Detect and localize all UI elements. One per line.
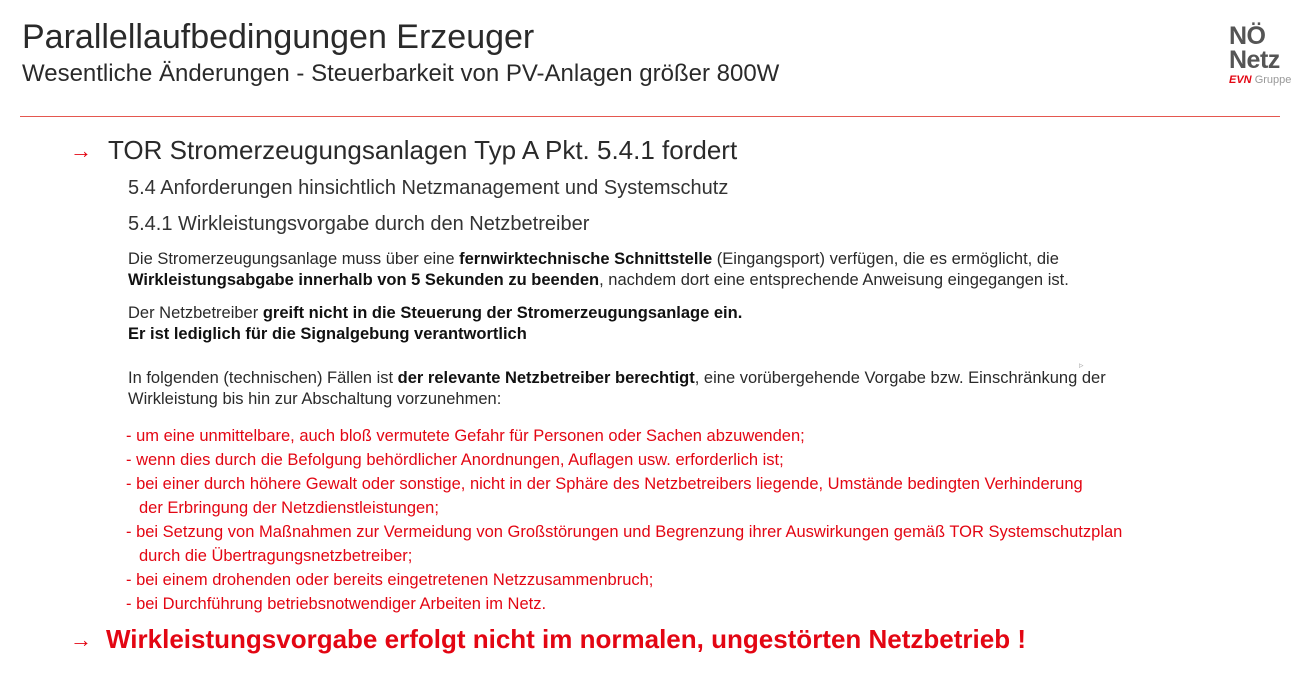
paragraph-line: [128, 389, 1106, 410]
list-item: - bei Setzung von Maßnahmen zur Vermeidung von Großstörungen und Begrenzung ihrer Auswirkungen gemäß TOR Systemschutzplan: [126, 523, 1123, 541]
text-run-bold: fernwirktechnische Schnittstelle: [459, 250, 713, 268]
slide-title: Parallellaufbedingungen Erzeuger: [22, 18, 535, 56]
list-item-continuation: der Erbringung der Netzdienstleistungen;: [139, 499, 439, 517]
section-heading-5-4-1: 5.4.1 Wirkleistungsvorgabe durch den Netzbetreiber: [128, 213, 590, 235]
logo-line-2: Netz: [1229, 46, 1280, 74]
paragraph-line: [128, 303, 742, 324]
bullet-arrow-icon: →: [70, 138, 92, 163]
text-run: In folgenden (technischen) Fällen ist: [128, 369, 398, 387]
reasons-list: [126, 424, 1122, 616]
list-item: - bei einem drohenden oder bereits eingetretenen Netzzusammenbruch;: [126, 571, 654, 589]
text-run: (Eingangsport) verfügen, die es ermöglicht, die: [712, 250, 1059, 268]
company-logo: [1229, 22, 1291, 94]
text-run: , eine vorübergehende Vorgabe bzw. Einschränkung der: [694, 369, 1106, 387]
mouse-cursor-icon: ▹: [1079, 360, 1084, 370]
list-item: - wenn dies durch die Befolgung behördlicher Anordnungen, Auflagen usw. erforderlich ist;: [126, 451, 784, 469]
paragraph-interface-requirement: [128, 249, 1069, 291]
logo-line-3: [1229, 74, 1291, 87]
paragraph-line: [128, 249, 1069, 270]
main-heading: TOR Stromerzeugungsanlagen Typ A Pkt. 5.4.1 fordert: [108, 135, 738, 165]
paragraph-operator-rights: [128, 368, 1106, 410]
list-item: - bei einer durch höhere Gewalt oder sonstige, nicht in der Sphäre des Netzbetreibers liegende, Umstände bedingten Verhinderung: [126, 475, 1083, 493]
text-run: Der Netzbetreiber: [128, 304, 263, 322]
logo-group: Gruppe: [1254, 74, 1291, 86]
conclusion-statement: Wirkleistungsvorgabe erfolgt nicht im normalen, ungestörten Netzbetrieb !: [106, 624, 1026, 654]
logo-line-1: NÖ: [1229, 22, 1266, 50]
section-heading-5-4: 5.4 Anforderungen hinsichtlich Netzmanagement und Systemschutz: [128, 177, 729, 199]
text-run-bold: Wirkleistungsabgabe innerhalb von 5 Sekunden zu beenden: [128, 271, 600, 289]
paragraph-operator-role: [128, 303, 742, 345]
paragraph-line: [128, 368, 1106, 389]
list-item-continuation: durch die Übertragungsnetzbetreiber;: [139, 547, 413, 565]
slide-subtitle: Wesentliche Änderungen - Steuerbarkeit von PV-Anlagen größer 800W: [22, 60, 780, 87]
text-run-bold: greift nicht in die Steuerung der Stromerzeugungsanlage ein.: [262, 304, 743, 322]
list-item: - um eine unmittelbare, auch bloß vermutete Gefahr für Personen oder Sachen abzuwenden;: [126, 427, 805, 445]
text-run-bold: Er ist lediglich für die Signalgebung verantwortlich: [128, 325, 527, 343]
text-run: Die Stromerzeugungsanlage muss über eine: [128, 250, 460, 268]
logo-brand: EVN: [1229, 74, 1252, 86]
paragraph-line: [128, 270, 1069, 291]
paragraph-line: [128, 324, 742, 345]
bullet-arrow-icon: →: [70, 627, 92, 652]
header-divider: [20, 116, 1280, 117]
text-run: , nachdem dort eine entsprechende Anweisung eingegangen ist.: [599, 271, 1069, 289]
text-run-bold: der relevante Netzbetreiber berechtigt: [397, 369, 695, 387]
list-item: - bei Durchführung betriebsnotwendiger Arbeiten im Netz.: [126, 595, 547, 613]
text-run: Wirkleistung bis hin zur Abschaltung vorzunehmen:: [128, 390, 502, 408]
